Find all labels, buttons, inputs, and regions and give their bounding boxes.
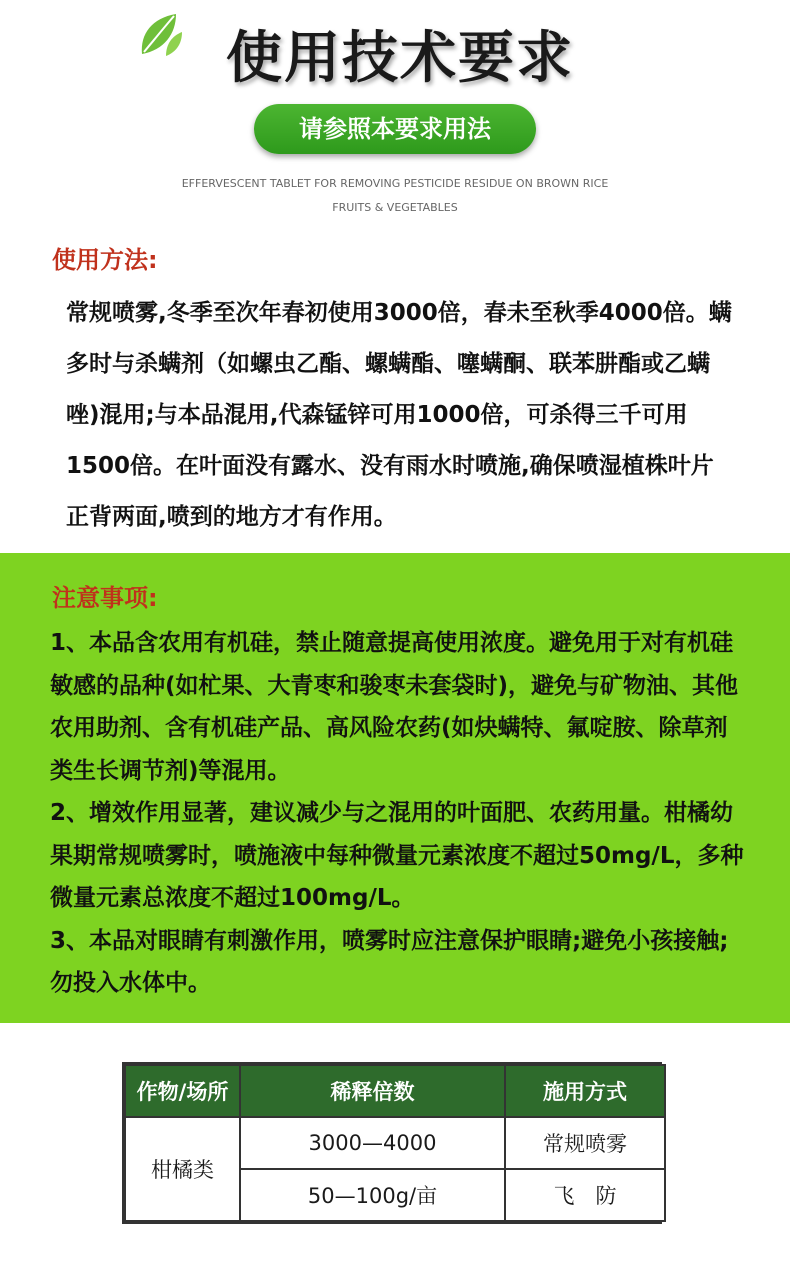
- dilution-table: [122, 1062, 662, 1224]
- notice-item: 2、增效作用显著，建议减少与之混用的叶面肥、农药用量。柑橘幼果期常规喷雾时，喷施液中每种微量元素浓度不超过50mg/L，多种微量元素总浓度不超过100mg/L。: [50, 800, 744, 911]
- header-crop: 作物/场所: [125, 1065, 240, 1117]
- notice-section-title: 注意事项:: [52, 584, 158, 612]
- header: [0, 0, 790, 230]
- method-cell: 常规喷雾: [505, 1117, 665, 1169]
- usage-instructions: 常规喷雾,冬季至次年春初使用3000倍，春未至秋季4000倍。螨多时与杀螨剂（如螺虫乙酯、螺螨酯、噻螨酮、联苯肼酯或乙螨唑)混用;与本品混用,代森锰锌可用1000倍，可杀得三千可用1500倍。在叶面没有露水、没有雨水时喷施,确保喷湿植株叶片正背两面,喷到的地方才有作用。: [66, 300, 732, 530]
- page-title: 使用技术要求: [226, 26, 574, 91]
- usage-reference-badge: 请参照本要求用法: [254, 104, 536, 154]
- table-row: [125, 1117, 665, 1169]
- crop-cell: 柑橘类: [125, 1117, 240, 1221]
- notice-item: 3、本品对眼睛有刺激作用，喷雾时应注意保护眼睛;避免小孩接触;勿投入水体中。: [50, 927, 729, 996]
- leaf-icon: [136, 10, 186, 60]
- subtitle-line-2: FRUITS & VEGETABLES: [332, 201, 458, 214]
- notice-item: 1、本品含农用有机硅，禁止随意提高使用浓度。避免用于对有机硅敏感的品种(如杧果、大青枣和骏枣未套袋时)，避免与矿物油、其他农用助剂、含有机硅产品、高风险农药(如炔螨特、氟啶胺、除草剂类生长调节剂)等混用。: [50, 630, 739, 784]
- header-method: 施用方式: [505, 1065, 665, 1117]
- dilution-cell: 50—100g/亩: [240, 1169, 505, 1221]
- subtitle-line-1: EFFERVESCENT TABLET FOR REMOVING PESTICIDE RESIDUE ON BROWN RICE: [181, 177, 609, 190]
- usage-section-title: 使用方法:: [52, 246, 158, 274]
- english-subtitle: [180, 172, 610, 220]
- table-header-row: [125, 1065, 665, 1117]
- notice-list: [50, 622, 750, 1005]
- header-dilution: 稀释倍数: [240, 1065, 505, 1117]
- dilution-cell: 3000—4000: [240, 1117, 505, 1169]
- method-cell: 飞 防: [505, 1169, 665, 1221]
